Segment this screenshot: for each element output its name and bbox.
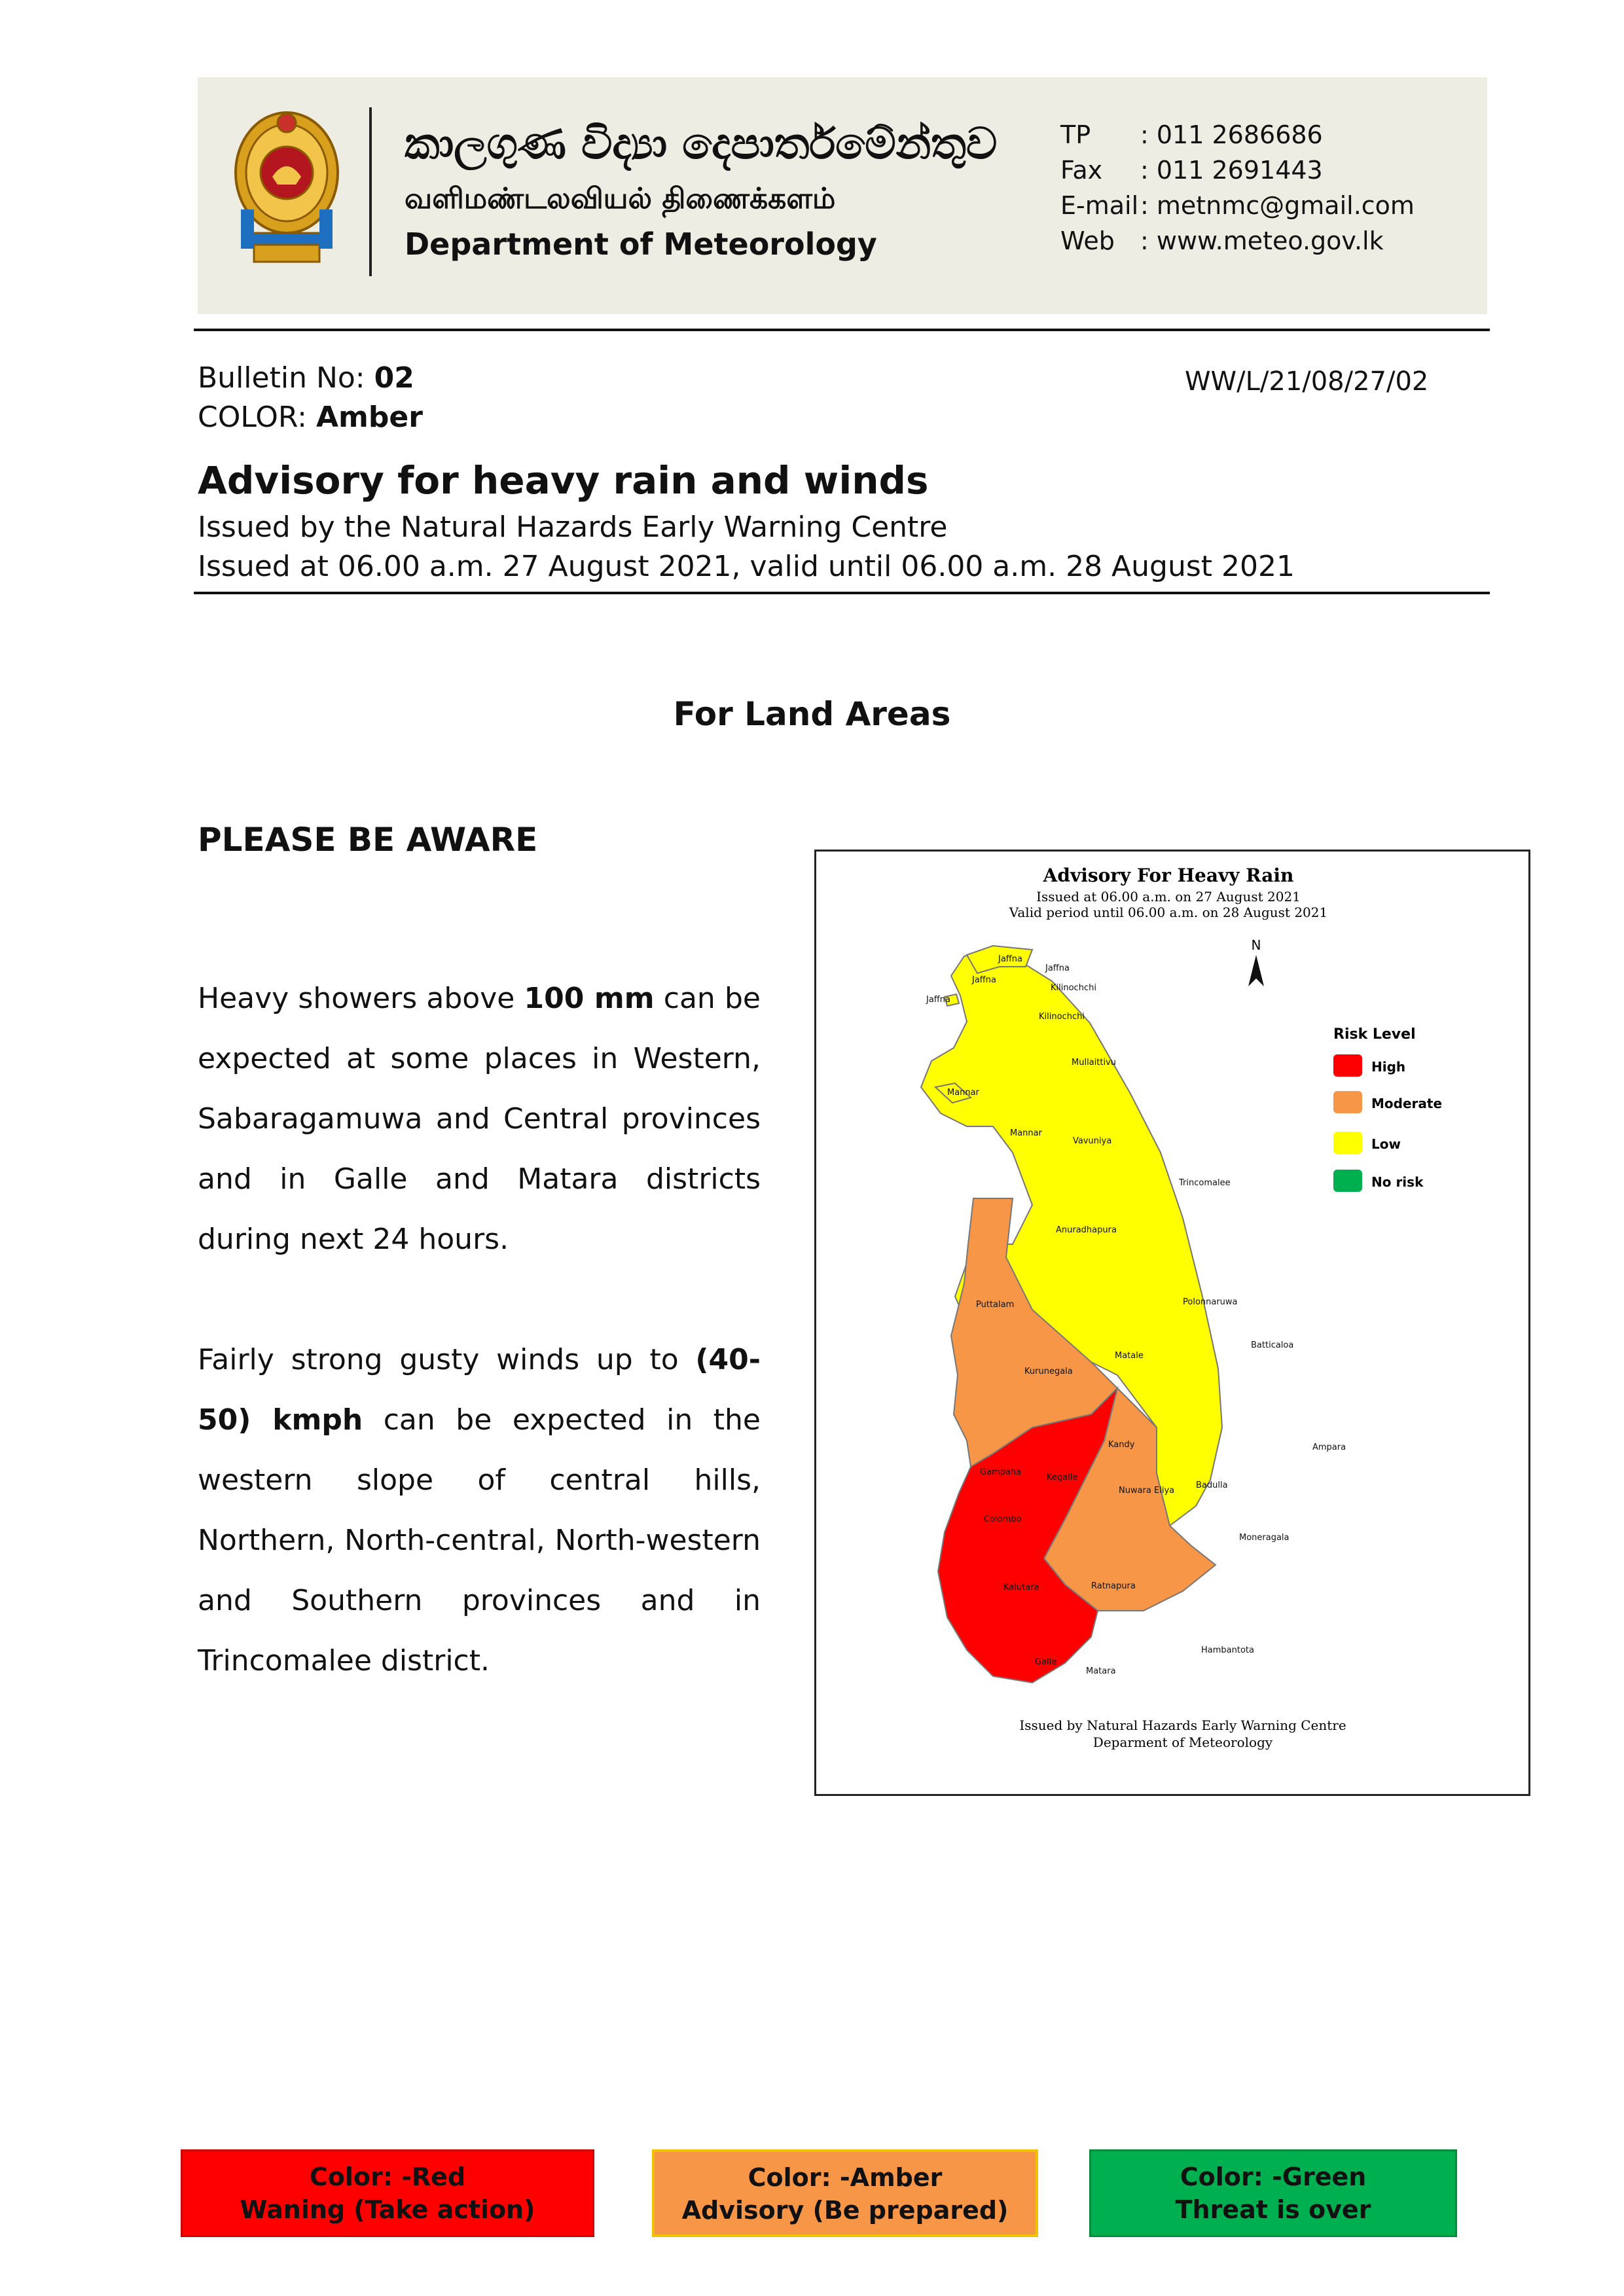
district-label: Moneragala [1239, 1533, 1290, 1543]
color-bar-amber-line2: Advisory (Be prepared) [681, 2196, 1009, 2225]
contact-label-fax: Fax [1060, 156, 1103, 185]
paragraph-wind-post: can be expected in the western slope of central hills, Northern, North-central, North-western and Southern provinces and in Trincomalee district. [198, 1403, 761, 1677]
district-label: Trincomalee [1179, 1178, 1231, 1188]
map-title: Advisory For Heavy Rain [1043, 865, 1294, 886]
district-label: Kegalle [1047, 1473, 1078, 1482]
legend-label-moderate: Moderate [1371, 1096, 1443, 1111]
bulletin-color-line [198, 401, 423, 434]
district-label: Jaffna [972, 975, 996, 985]
north-arrow-icon [1248, 955, 1264, 986]
district-label: Puttalam [976, 1300, 1015, 1310]
district-label: Ampara [1312, 1443, 1346, 1452]
district-label: Jaffna [926, 995, 950, 1005]
title-rule [194, 592, 1490, 594]
district-label: Vavuniya [1073, 1136, 1112, 1146]
district-label: Matale [1115, 1351, 1144, 1361]
aware-heading: PLEASE BE AWARE [198, 821, 538, 859]
district-label: Colombo [984, 1515, 1022, 1524]
paragraph-rain-bold: 100 mm [524, 982, 655, 1015]
district-label: Matara [1086, 1666, 1116, 1676]
district-label: Hambantota [1201, 1645, 1254, 1655]
bulletin-title: Advisory for heavy rain and winds [198, 458, 929, 503]
contact-value-fax: : 011 2691443 [1140, 156, 1323, 185]
contact-label-web: Web [1060, 226, 1115, 255]
district-label: Mannar [947, 1088, 979, 1098]
district-label: Polonnaruwa [1183, 1297, 1238, 1307]
bulletin-number-label: Bulletin No: [198, 361, 374, 395]
color-bar-green-line1: Color: -Green [1180, 2162, 1367, 2191]
bulletin-color: Amber [316, 401, 423, 434]
contact-label-email: E-mail [1060, 191, 1139, 220]
district-label: Kurunegala [1024, 1367, 1073, 1376]
district-label: Nuwara Eliya [1119, 1486, 1175, 1496]
map-footer-department: Deparment of Meteorology [1092, 1734, 1273, 1750]
district-label: Jaffna [998, 954, 1022, 964]
bulletin-color-label: COLOR: [198, 401, 316, 434]
sinhala-title: කාලගුණ විද්‍යා දෙපාර්තමේන්තුව [405, 118, 998, 169]
paragraph-wind-bold: (40-50) kmph [198, 1343, 761, 1437]
map-valid: Valid period until 06.00 a.m. on 28 August 2021 [1009, 905, 1328, 920]
contact-value-web[interactable]: : www.meteo.gov.lk [1140, 226, 1384, 255]
district-label: Kalutara [1003, 1583, 1039, 1592]
district-label: Batticaloa [1251, 1340, 1294, 1350]
paragraph-wind-pre: Fairly strong gusty winds up to [198, 1343, 696, 1376]
district-label: Anuradhapura [1056, 1225, 1117, 1235]
bulletin-number: 02 [374, 361, 414, 395]
district-label: Mullaittivu [1072, 1058, 1116, 1067]
color-bar-red-line1: Color: -Red [309, 2162, 466, 2191]
bulletin-reference: WW/L/21/08/27/02 [1185, 367, 1429, 397]
color-bar-amber [652, 2149, 1038, 2237]
sri-lanka-emblem-icon [232, 105, 342, 267]
heavy-rain-map [814, 850, 1530, 1796]
legend-swatch-low [1333, 1132, 1362, 1154]
legend-label-low: Low [1371, 1136, 1401, 1152]
issued-at: Issued at 06.00 a.m. 27 August 2021, valid until 06.00 a.m. 28 August 2021 [198, 550, 1295, 583]
district-label: Kilinochchi [1051, 983, 1096, 993]
district-label: Gampaha [980, 1467, 1022, 1477]
top-rule [194, 329, 1490, 331]
paragraph-rain-post: can be expected at some places in Western, Sabaragamuwa and Central provinces and in Galle and Matara districts during next 24 hours. [198, 982, 761, 1256]
legend-label-no-risk: No risk [1371, 1174, 1424, 1190]
legend-title: Risk Level [1333, 1026, 1416, 1043]
tamil-title: வளிமண்டலவியல் திணைக்களம் [405, 182, 836, 215]
district-label: Kandy [1108, 1440, 1135, 1450]
bulletin-number-line [198, 361, 414, 395]
legend-swatch-high [1333, 1054, 1362, 1077]
contact-value-email[interactable]: : metnmc@gmail.com [1140, 191, 1415, 220]
district-label: Mannar [1010, 1128, 1042, 1138]
color-bar-amber-line1: Color: -Amber [748, 2163, 943, 2192]
legend-swatch-moderate [1333, 1091, 1362, 1113]
paragraph-wind [198, 1330, 761, 1691]
district-label: Ratnapura [1091, 1581, 1136, 1591]
district-label: Badulla [1196, 1480, 1228, 1490]
contact-value-tp: : 011 2686686 [1140, 120, 1323, 149]
color-bar-red [181, 2149, 594, 2237]
english-title: Department of Meteorology [405, 226, 877, 262]
issued-by: Issued by the Natural Hazards Early Warning Centre [198, 511, 948, 544]
paragraph-rain [198, 969, 761, 1270]
north-label: N [1251, 937, 1261, 953]
color-bar-red-line2: Waning (Take action) [240, 2195, 535, 2224]
color-bar-green [1089, 2149, 1457, 2237]
paragraph-rain-pre: Heavy showers above [198, 982, 524, 1015]
legend-label-high: High [1371, 1059, 1406, 1075]
section-heading: For Land Areas [673, 695, 951, 733]
header-banner [198, 77, 1487, 314]
map-svg [816, 852, 1528, 1794]
district-label: Jaffna [1045, 963, 1070, 973]
map-issued: Issued at 06.00 a.m. on 27 August 2021 [1036, 889, 1301, 905]
header-divider [369, 107, 372, 276]
district-label: Kilinochchi [1039, 1012, 1085, 1022]
contact-label-tp: TP [1060, 120, 1091, 149]
color-bar-green-line2: Threat is over [1175, 2195, 1371, 2224]
legend-swatch-no-risk [1333, 1170, 1362, 1192]
map-footer-issuer: Issued by Natural Hazards Early Warning Centre [1019, 1717, 1346, 1733]
district-label: Galle [1035, 1657, 1057, 1667]
